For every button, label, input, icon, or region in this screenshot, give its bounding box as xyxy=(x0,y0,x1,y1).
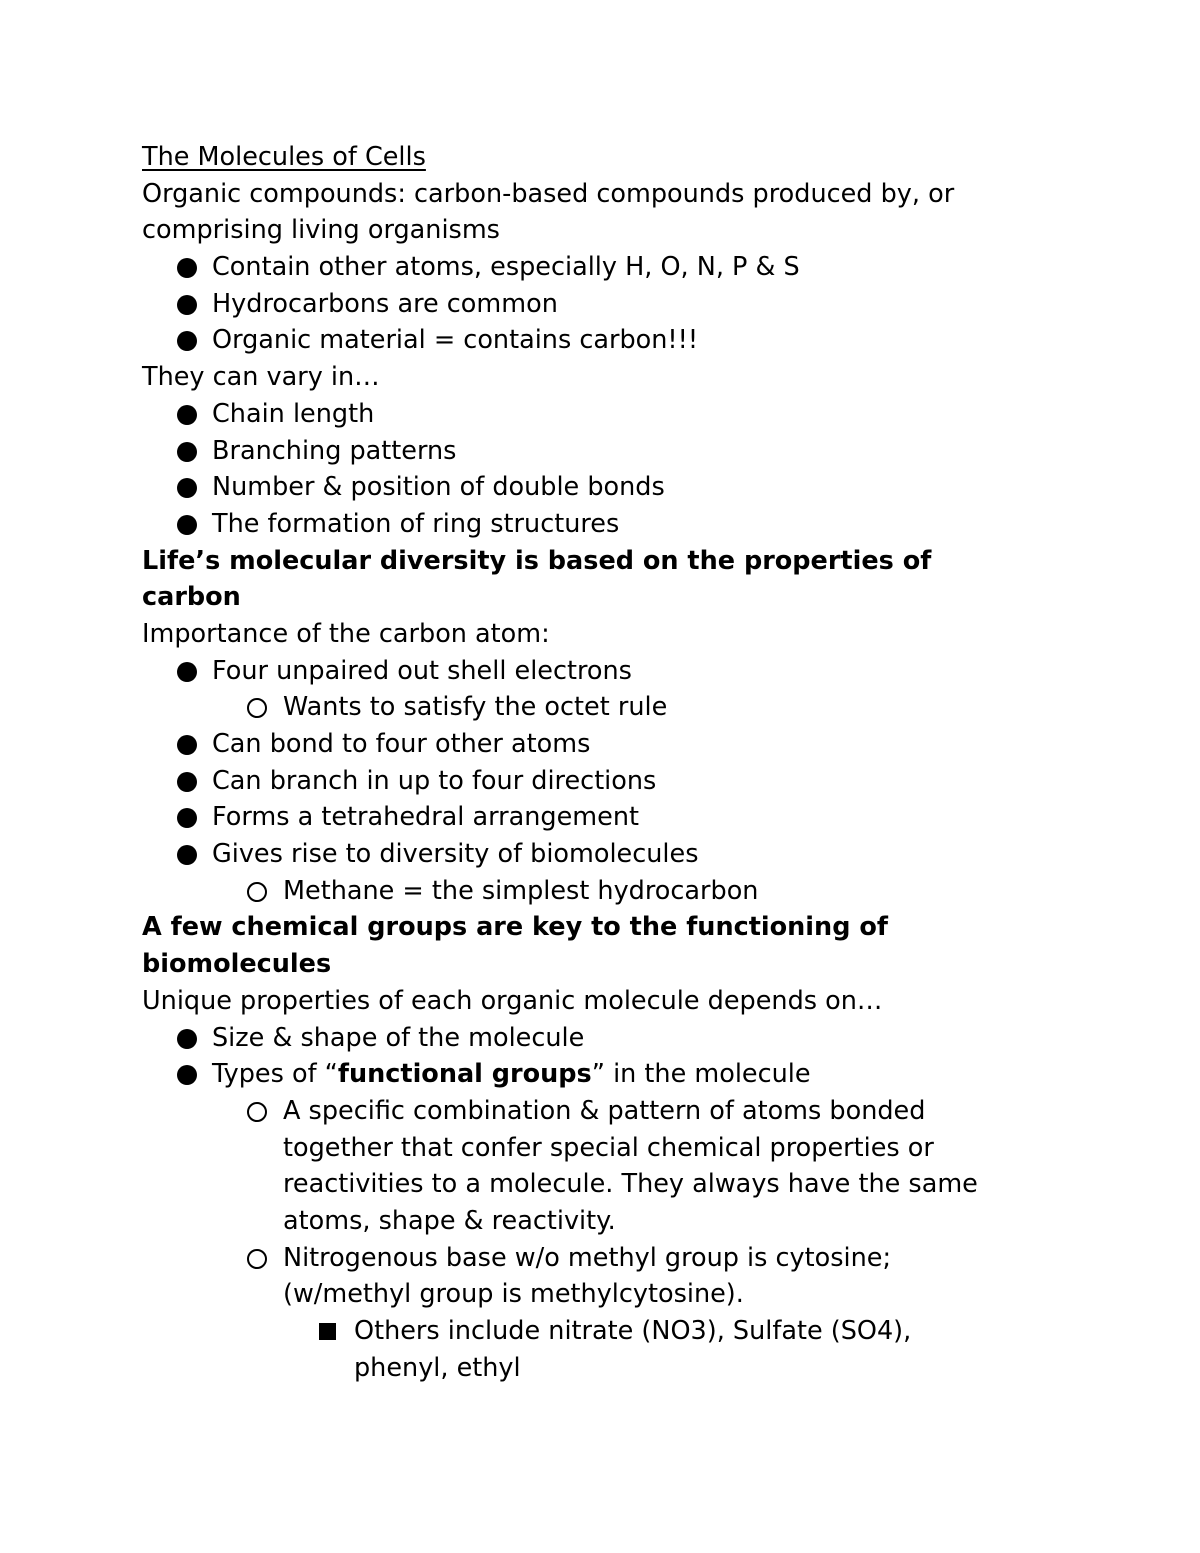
bullet-disc-icon xyxy=(177,808,197,828)
list-item: Chain length xyxy=(142,396,1062,433)
bullet-square-icon xyxy=(319,1323,336,1340)
section-heading-groups-line-2: biomolecules xyxy=(142,949,332,980)
document-body xyxy=(142,139,1062,1386)
list-item: Gives rise to diversity of biomolecules xyxy=(142,836,1062,873)
vary-intro: They can vary in… xyxy=(142,362,380,393)
bullet-disc-icon xyxy=(177,331,197,351)
bullet-disc-icon xyxy=(177,772,197,792)
list-item: Can bond to four other atoms xyxy=(142,726,1062,763)
list-item: Organic material = contains carbon!!! xyxy=(142,322,1062,359)
bullet-circle-icon xyxy=(247,698,267,718)
list-item: Can branch in up to four directions xyxy=(142,763,1062,800)
unique-intro: Unique properties of each organic molecule depends on… xyxy=(142,985,883,1016)
functional-groups-prefix: Types of “ xyxy=(212,1059,338,1090)
intro-line-2: comprising living organisms xyxy=(142,215,500,246)
bullet-disc-icon xyxy=(177,405,197,425)
bullet-disc-icon xyxy=(177,662,197,682)
bullet-disc-icon xyxy=(177,295,197,315)
functional-groups-suffix: ” in the molecule xyxy=(591,1059,811,1090)
bullet-circle-icon xyxy=(247,1102,267,1122)
section-heading-groups-line-1: A few chemical groups are key to the functioning of xyxy=(142,912,888,943)
bullet-disc-icon xyxy=(177,478,197,498)
list-item: Four unpaired out shell electrons xyxy=(142,653,1062,690)
bullet-disc-icon xyxy=(177,258,197,278)
list-item: Size & shape of the molecule xyxy=(142,1020,1062,1057)
bullet-disc-icon xyxy=(177,845,197,865)
sub-list-item: Nitrogenous base w/o methyl group is cytosine; (w/methyl group is methylcytosine). xyxy=(142,1240,1062,1313)
sub-list-item: Wants to satisfy the octet rule xyxy=(142,689,1062,726)
bullet-disc-icon xyxy=(177,1029,197,1049)
list-item: Forms a tetrahedral arrangement xyxy=(142,799,1062,836)
bullet-circle-icon xyxy=(247,1249,267,1269)
bullet-disc-icon xyxy=(177,515,197,535)
carbon-intro: Importance of the carbon atom: xyxy=(142,618,550,649)
list-item xyxy=(142,1056,1062,1093)
bullet-disc-icon xyxy=(177,735,197,755)
bullet-disc-icon xyxy=(177,442,197,462)
bullet-circle-icon xyxy=(247,882,267,902)
functional-groups-term: functional groups xyxy=(337,1059,592,1090)
bullet-disc-icon xyxy=(177,1065,197,1085)
section-heading-carbon-line-1: Life’s molecular diversity is based on the properties of xyxy=(142,545,932,576)
list-item: Number & position of double bonds xyxy=(142,469,1062,506)
list-item: Contain other atoms, especially H, O, N, P & S xyxy=(142,249,1062,286)
list-item: The formation of ring structures xyxy=(142,506,1062,543)
list-item: Branching patterns xyxy=(142,433,1062,470)
sub-list-item: A specific combination & pattern of atoms bonded together that confer special chemical properties or reactivities to a molecule. They always have the same atoms, shape & reactivity. xyxy=(142,1093,1062,1240)
list-item: Hydrocarbons are common xyxy=(142,286,1062,323)
intro-line-1: Organic compounds: carbon-based compounds produced by, or xyxy=(142,178,955,209)
page-title: The Molecules of Cells xyxy=(142,142,426,172)
section-heading-carbon-line-2: carbon xyxy=(142,582,241,613)
sub-list-item: Methane = the simplest hydrocarbon xyxy=(142,873,1062,910)
sub-sub-list-item: Others include nitrate (NO3), Sulfate (SO4), phenyl, ethyl xyxy=(142,1313,1062,1386)
